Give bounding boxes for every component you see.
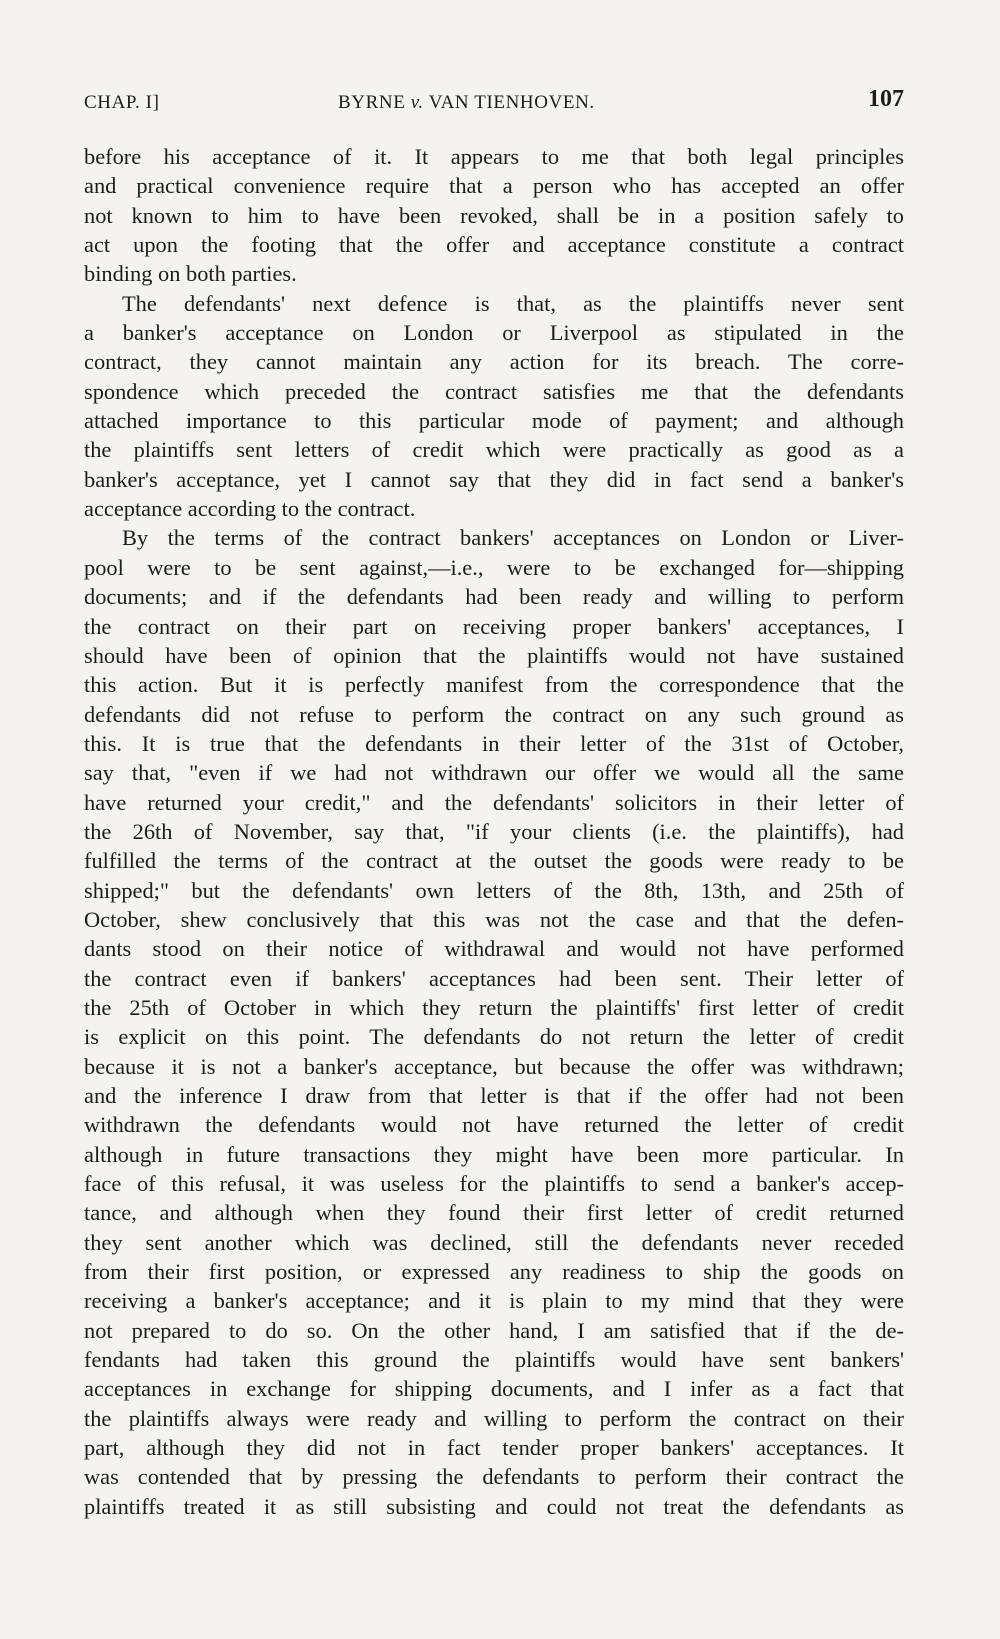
text-line: spondence which preceded the contract satisfies me that the defendants xyxy=(84,378,904,404)
case-title: BYRNE v. VAN TIENHOVEN. xyxy=(338,92,595,113)
text-line: have returned your credit," and the defendants' solicitors in their letter of xyxy=(84,789,904,815)
text-line: the 25th of October in which they return the plaintiffs' first letter of credit xyxy=(84,994,904,1020)
running-head xyxy=(84,86,904,118)
text-line: this action. But it is perfectly manifest from the correspondence that the xyxy=(84,672,904,698)
text-line: the contract even if bankers' acceptances had been sent. Their letter of xyxy=(84,965,904,991)
text-line: receiving a banker's acceptance; and it is plain to my mind that they were xyxy=(84,1288,904,1314)
text-line: binding on both parties. xyxy=(84,261,297,287)
text-line: October, shew conclusively that this was not the case and that the defen- xyxy=(84,906,904,932)
text-line: they sent another which was declined, still the defendants never receded xyxy=(84,1229,904,1255)
text-line: acceptances in exchange for shipping documents, and I infer as a fact that xyxy=(84,1376,904,1402)
page-number: 107 xyxy=(868,86,904,112)
text-line: a banker's acceptance on London or Liverpool as stipulated in the xyxy=(84,320,904,346)
text-line: withdrawn the defendants would not have returned the letter of credit xyxy=(84,1112,904,1138)
text-line: and practical convenience require that a person who has accepted an offer xyxy=(84,173,904,199)
text-line: the contract on their part on receiving proper bankers' acceptances, I xyxy=(84,613,904,639)
text-line: contract, they cannot maintain any action for its breach. The corre- xyxy=(84,349,904,375)
text-line: pool were to be sent against,—i.e., were to be exchanged for—shipping xyxy=(84,554,904,580)
chapter-label: CHAP. I] xyxy=(84,92,160,113)
text-line: acceptance according to the contract. xyxy=(84,496,416,522)
text-line: the 26th of November, say that, "if your clients (i.e. the plaintiffs), had xyxy=(84,818,904,844)
text-line: before his acceptance of it. It appears to me that both legal principles xyxy=(84,144,904,169)
text-line: was contended that by pressing the defendants to perform their contract the xyxy=(84,1464,904,1490)
text-line: is explicit on this point. The defendants do not return the letter of credit xyxy=(84,1024,904,1050)
text-line: the plaintiffs always were ready and willing to perform the contract on their xyxy=(84,1405,904,1431)
body-text xyxy=(84,142,904,1521)
text-line: say that, "even if we had not withdrawn our offer we would all the same xyxy=(84,760,904,786)
text-line: act upon the footing that the offer and acceptance constitute a contract xyxy=(84,232,904,258)
text-line: not prepared to do so. On the other hand, I am satisfied that if the de- xyxy=(84,1317,904,1343)
text-line: plaintiffs treated it as still subsisting and could not treat the defendants as xyxy=(84,1493,904,1519)
text-line: fendants had taken this ground the plaintiffs would have sent bankers' xyxy=(84,1347,904,1373)
text-line: and the inference I draw from that letter is that if the offer had not been xyxy=(84,1083,904,1108)
text-line: this. It is true that the defendants in their letter of the 31st of October, xyxy=(84,730,904,756)
text-line: banker's acceptance, yet I cannot say that they did in fact send a banker's xyxy=(84,466,904,492)
text-line: the plaintiffs sent letters of credit which were practically as good as a xyxy=(84,437,904,463)
text-line: fulfilled the terms of the contract at the outset the goods were ready to be xyxy=(84,848,904,874)
text-line: shipped;" but the defendants' own letters of the 8th, 13th, and 25th of xyxy=(84,877,904,903)
text-line: By the terms of the contract bankers' acceptances on London or Liver- xyxy=(122,525,904,551)
text-line: attached importance to this particular mode of payment; and although xyxy=(84,408,904,434)
text-line: The defendants' next defence is that, as the plaintiffs never sent xyxy=(122,290,904,316)
text-line: not known to him to have been revoked, shall be in a position safely to xyxy=(84,202,904,228)
text-line: documents; and if the defendants had been ready and willing to perform xyxy=(84,584,904,610)
text-line: face of this refusal, it was useless for the plaintiffs to send a banker's accep- xyxy=(84,1171,904,1197)
text-line: dants stood on their notice of withdrawal and would not have performed xyxy=(84,936,904,962)
text-line: part, although they did not in fact tender proper bankers' acceptances. It xyxy=(84,1435,904,1461)
text-line: defendants did not refuse to perform the contract on any such ground as xyxy=(84,701,904,727)
text-line: should have been of opinion that the plaintiffs would not have sustained xyxy=(84,642,904,668)
text-line: because it is not a banker's acceptance, but because the offer was withdrawn; xyxy=(84,1053,904,1079)
text-line: tance, and although when they found their first letter of credit returned xyxy=(84,1200,904,1226)
text-line: from their first position, or expressed any readiness to ship the goods on xyxy=(84,1259,904,1285)
text-line: although in future transactions they might have been more particular. In xyxy=(84,1141,904,1167)
